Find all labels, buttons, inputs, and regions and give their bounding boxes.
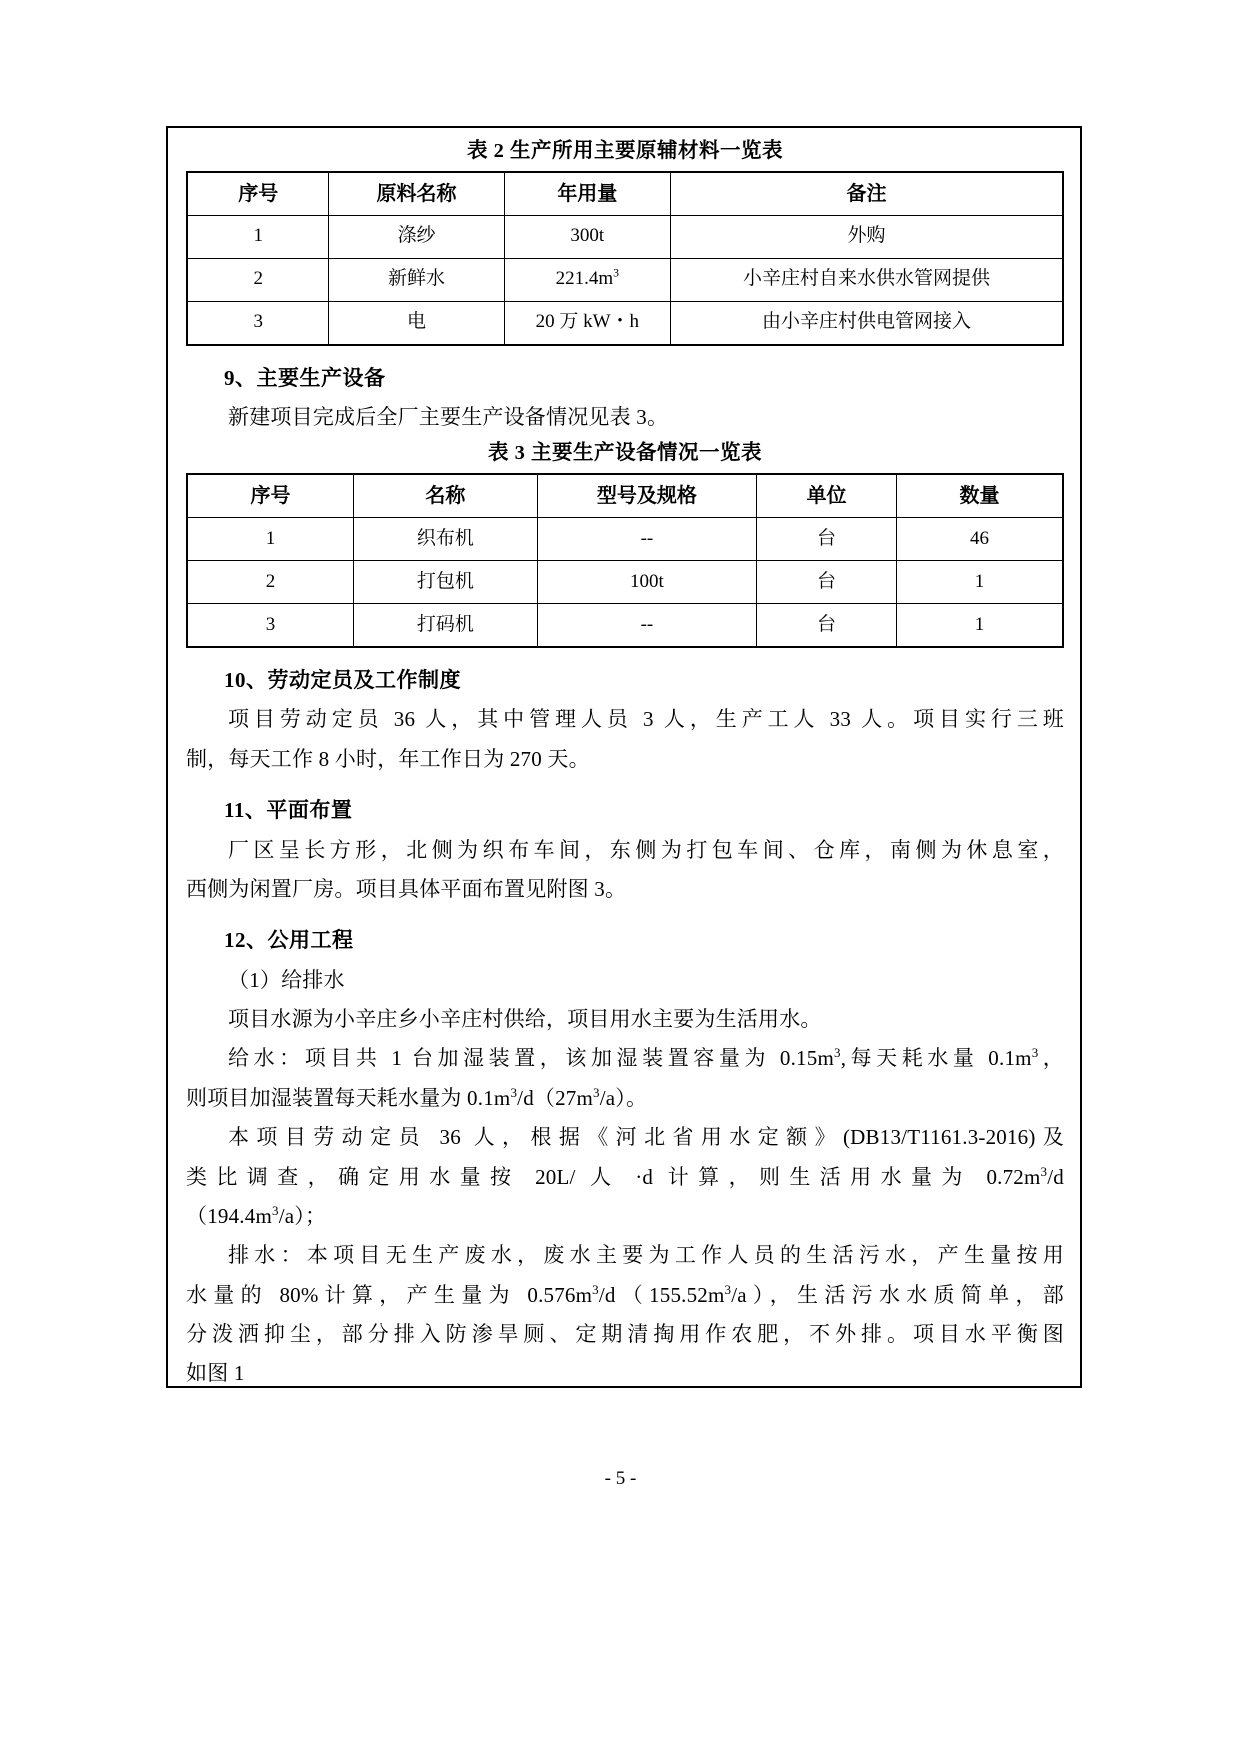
table2-cell-amount — [504, 215, 670, 258]
section-12-subheading-1: （1）给排水 — [228, 967, 345, 992]
table3-cell-no: 2 — [187, 561, 353, 604]
table3-cell-qty: 1 — [897, 561, 1063, 604]
table2-cell-amount — [504, 301, 670, 345]
table2-cell-no: 1 — [187, 215, 329, 258]
p3-superscript-1: 3 — [510, 1084, 518, 1100]
section-12-paragraph-4-line-3: 分泼洒抑尘，部分排入防渗旱厕、定期清掏用作农肥，不外排。项目水平衡图 — [186, 1322, 1064, 1347]
table2-header-row — [187, 172, 1063, 216]
section-12-paragraph-3-line-1: 本项目劳动定员 36 人，根据《河北省用水定额》(DB13/T1161.3-2016)及 — [228, 1125, 1064, 1150]
section-11-line-1: 厂区呈长方形，北侧为织布车间，东侧为打包车间、仓库，南侧为休息室， — [228, 837, 1064, 862]
table3-header-cell: 型号及规格 — [537, 474, 756, 518]
p4-line3-superscript: 3 — [271, 1202, 279, 1218]
table3-header-row — [187, 474, 1063, 518]
p2-text-c: ， — [1038, 1046, 1064, 1071]
table3-cell-model: -- — [537, 604, 756, 648]
table2-amount-text: 221.4m — [555, 268, 614, 290]
p3-text-b: /d（27m — [517, 1085, 594, 1110]
p5-text-a: 水量的 80%计算，产生量为 0.576m — [186, 1282, 593, 1307]
p4-line3-text-a: （194.4m — [186, 1203, 272, 1228]
table3-cell-qty: 1 — [897, 604, 1063, 648]
section-12-paragraph-4-line-2 — [186, 1277, 1064, 1314]
table3-cell-no: 3 — [187, 604, 353, 648]
p2-text-a: 给水：项目共 1 台加湿装置，该加湿装置容量为 0.15m — [228, 1046, 834, 1071]
table3-cell-name: 打码机 — [353, 604, 537, 648]
section-12-paragraph-4-line-1: 排水：本项目无生产废水，废水主要为工作人员的生活污水，产生量按用 — [228, 1243, 1064, 1268]
table2-header-cell: 序号 — [187, 172, 329, 216]
table2-header-cell: 备注 — [671, 172, 1063, 216]
table2-cell-no: 3 — [187, 301, 329, 345]
page-content — [186, 134, 1064, 1395]
table3-header-cell: 单位 — [756, 474, 896, 518]
section-10-heading: 10、劳动定员及工作制度 — [224, 668, 461, 693]
table-row — [187, 215, 1063, 258]
table3-cell-no: 1 — [187, 518, 353, 561]
table2-cell-name: 电 — [329, 301, 504, 345]
table3-cell-unit: 台 — [756, 518, 896, 561]
section-12-paragraph-2-line-1 — [186, 1040, 1064, 1077]
table3-cell-unit: 台 — [756, 604, 896, 648]
table2-header-cell: 年用量 — [504, 172, 670, 216]
p3-text-c: /a）。 — [599, 1085, 648, 1110]
p2-superscript-1: 3 — [833, 1045, 841, 1061]
section-10-line-2: 制，每天工作 8 小时，年工作日为 270 天。 — [186, 746, 590, 771]
section-12-paragraph-1: 项目水源为小辛庄乡小辛庄村供给，项目用水主要为生活用水。 — [228, 1007, 822, 1032]
table2-cell-name: 涤纱 — [329, 215, 504, 258]
table3-header-cell: 序号 — [187, 474, 353, 518]
table2-amount-text: 300t — [570, 225, 605, 247]
table3-cell-qty: 46 — [897, 518, 1063, 561]
section-11-heading: 11、平面布置 — [224, 798, 353, 823]
table-row — [187, 561, 1063, 604]
section-10-line-1: 项目劳动定员 36 人，其中管理人员 3 人，生产工人 33 人。项目实行三班 — [228, 707, 1064, 732]
table2-cell-note: 外购 — [671, 215, 1063, 258]
table2-cell-note: 由小辛庄村供电管网接入 — [671, 301, 1063, 345]
table-row — [187, 518, 1063, 561]
table2-amount-text: 20 万 kW・h — [535, 311, 640, 333]
table3-cell-model: -- — [537, 518, 756, 561]
table2-cell-note: 小辛庄村自来水供水管网提供 — [671, 258, 1063, 301]
section-9-heading: 9、主要生产设备 — [224, 365, 386, 390]
table3-header-cell: 名称 — [353, 474, 537, 518]
p5-superscript-2: 3 — [724, 1281, 732, 1297]
table3-cell-unit: 台 — [756, 561, 896, 604]
p4-line3-text-b: /a）； — [278, 1203, 327, 1228]
p4-superscript: 3 — [1040, 1163, 1048, 1179]
section-12-paragraph-3-line-3 — [186, 1198, 1064, 1235]
p2-text-b: ,每天耗水量 0.1m — [840, 1046, 1032, 1071]
table-row — [187, 258, 1063, 301]
section-12-paragraph-2-line-2 — [186, 1080, 1064, 1117]
p5-text-c: /a），生活污水水质简单，部 — [731, 1282, 1064, 1307]
p2-superscript-2: 3 — [1031, 1045, 1039, 1061]
p3-text-a: 则项目加湿装置每天耗水量为 0.1m — [186, 1085, 511, 1110]
table2-amount-superscript: 3 — [613, 266, 620, 280]
table3-cell-model: 100t — [537, 561, 756, 604]
table3-cell-name: 打包机 — [353, 561, 537, 604]
section-12-paragraph-3-line-2 — [186, 1159, 1064, 1196]
p3-superscript-2: 3 — [593, 1084, 600, 1100]
section-12-paragraph-4-line-4: 如图 1 — [186, 1361, 245, 1386]
section-11-line-2: 西侧为闲置厂房。项目具体平面布置见附图 3。 — [186, 876, 627, 901]
table2-cell-no: 2 — [187, 258, 329, 301]
table2-cell-name: 新鲜水 — [329, 258, 504, 301]
table2 — [186, 171, 1064, 346]
section-9-paragraph: 新建项目完成后全厂主要生产设备情况见表 3。 — [228, 405, 669, 430]
table3-cell-name: 织布机 — [353, 518, 537, 561]
p4-text-a: 类比调查，确定用水量按 20L/ 人 ·d 计算，则生活用水量为 0.72m — [186, 1164, 1041, 1189]
table-row — [187, 604, 1063, 648]
p4-text-b: /d — [1047, 1164, 1064, 1189]
table3-caption: 表 3 主要生产设备情况一览表 — [488, 442, 762, 465]
section-12-heading: 12、公用工程 — [224, 928, 354, 953]
table3-header-cell: 数量 — [897, 474, 1063, 518]
table3 — [186, 473, 1064, 648]
table2-cell-amount — [504, 258, 670, 301]
p5-text-b: /d（155.52m — [598, 1282, 725, 1307]
page-number: - 5 - — [604, 1468, 637, 1489]
table2-caption: 表 2 生产所用主要原辅材料一览表 — [467, 140, 783, 162]
p5-superscript-1: 3 — [592, 1281, 599, 1297]
table-row — [187, 301, 1063, 345]
table2-header-cell: 原料名称 — [329, 172, 504, 216]
